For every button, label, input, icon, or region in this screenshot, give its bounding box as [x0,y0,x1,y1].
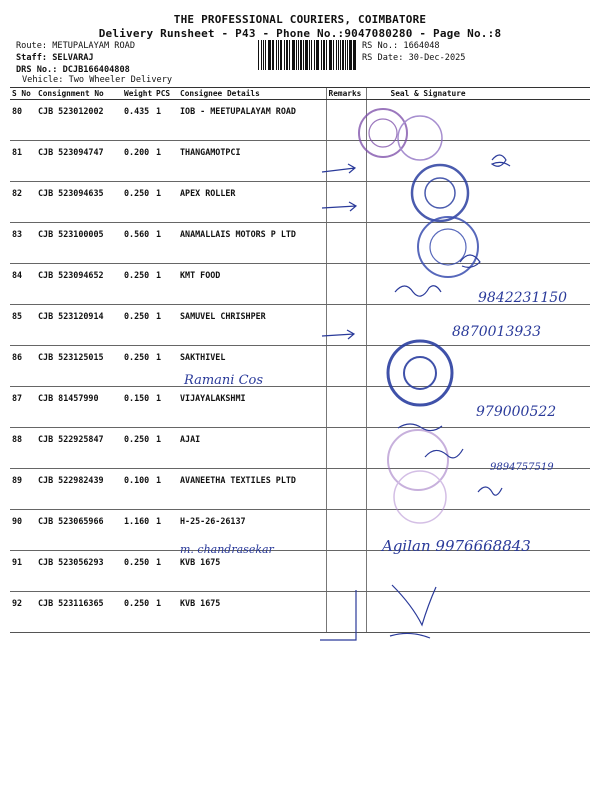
staff-label: Staff: SELVARAJ [16,53,94,63]
barcode-bar [265,40,266,70]
col-header-sno: S No [10,88,36,100]
barcode-bar [330,40,331,70]
barcode-bar [342,40,343,70]
cell-remarks [326,387,366,428]
cell-remarks [326,469,366,510]
cell-sno: 86 [10,346,36,387]
barcode-bar [326,40,327,70]
cell-consignment-no: CJB 523012002 [36,100,122,141]
table-row [10,305,590,346]
barcode-bar [336,40,337,70]
barcode-bar [261,40,262,70]
table-row [10,182,590,223]
barcode-bar [263,40,264,70]
drs-number: DRS No.: DCJB166404808 [16,65,130,75]
cell-remarks [326,264,366,305]
cell-consignee: THANGAMOTPCI [178,141,326,182]
cell-pcs: 1 [154,510,178,551]
cell-consignee: SAKTHIVEL [178,346,326,387]
barcode-bar [280,40,281,70]
cell-sno: 84 [10,264,36,305]
cell-weight: 0.250 [122,264,154,305]
barcode-bar [329,40,330,70]
table-row [10,346,590,387]
cell-seal-signature [366,551,590,592]
cell-consignment-no: CJB 523116365 [36,592,122,633]
cell-consignee: KVB 1675 [178,592,326,633]
cell-seal-signature [366,305,590,346]
table-row [10,141,590,182]
document-title: THE PROFESSIONAL COURIERS, COIMBATORE [173,13,427,26]
cell-sno: 85 [10,305,36,346]
cell-seal-signature [366,100,590,141]
cell-consignment-no: CJB 523094635 [36,182,122,223]
barcode-bar [293,40,294,70]
table-header-row [10,88,590,100]
cell-pcs: 1 [154,141,178,182]
cell-seal-signature [366,592,590,633]
barcode-bar [286,40,288,70]
cell-consignee: KMT FOOD [178,264,326,305]
barcode-bar [317,40,318,70]
barcode-bar [284,40,285,70]
col-header-consignment: Consignment No [36,88,122,100]
cell-seal-signature [366,182,590,223]
cell-seal-signature [366,510,590,551]
cell-sno: 83 [10,223,36,264]
barcode-bar [278,40,279,70]
table-row [10,387,590,428]
col-header-seal: Seal & Signature [366,88,590,100]
cell-pcs: 1 [154,100,178,141]
cell-sno: 87 [10,387,36,428]
cell-seal-signature [366,141,590,182]
table-row [10,100,590,141]
cell-sno: 92 [10,592,36,633]
barcode-bar [323,40,325,70]
phone-handwritten-88: 9894757519 [490,462,554,473]
barcode-bar [354,40,355,70]
barcode-bar [311,40,312,70]
barcode-bar [303,40,304,70]
document-subtitle: Delivery Runsheet - P43 - Phone No.:9047080280 - Page No.:8 [98,27,502,40]
cell-consignee: SAMUVEL CHRISHPER [178,305,326,346]
table-row [10,264,590,305]
cell-seal-signature [366,264,590,305]
cell-consignee: AVANEETHA TEXTILES PLTD [178,469,326,510]
cell-weight: 0.250 [122,428,154,469]
cell-pcs: 1 [154,551,178,592]
cell-consignment-no: CJB 523120914 [36,305,122,346]
phone-handwritten-84: 9842231150 [478,290,568,306]
cell-sno: 90 [10,510,36,551]
cell-pcs: 1 [154,182,178,223]
cell-pcs: 1 [154,305,178,346]
barcode-bar [314,40,315,70]
barcode-bar [289,40,290,70]
col-header-consignee: Consignee Details [178,88,326,100]
cell-consignment-no: CJB 523094747 [36,141,122,182]
barcode-bar [296,40,297,70]
barcode-bar [353,40,354,70]
rs-number: RS No.: 1664048 [362,41,440,51]
cell-remarks [326,551,366,592]
cell-consignee: ANAMALLAIS MOTORS P LTD [178,223,326,264]
cell-seal-signature [366,428,590,469]
cell-remarks [326,223,366,264]
barcode-bar [316,40,317,70]
cell-weight: 0.435 [122,100,154,141]
cell-remarks [326,428,366,469]
barcode-bar [349,40,351,70]
cell-weight: 0.250 [122,551,154,592]
cell-sno: 80 [10,100,36,141]
cell-sno: 91 [10,551,36,592]
cell-consignee: IOB - MEETUPALAYAM ROAD [178,100,326,141]
cell-weight: 0.250 [122,305,154,346]
cell-sno: 81 [10,141,36,182]
cell-seal-signature [366,469,590,510]
table-row [10,551,590,592]
cell-consignment-no: CJB 523056293 [36,551,122,592]
cell-sno: 89 [10,469,36,510]
cell-weight: 0.150 [122,387,154,428]
barcode-bar [272,40,273,70]
barcode-bar [321,40,322,70]
cell-consignee: H-25-26-26137 [178,510,326,551]
col-header-weight: Weight [124,89,153,98]
cell-pcs: 1 [154,346,178,387]
cell-weight: 1.160 [122,510,154,551]
cell-remarks [326,346,366,387]
cell-consignment-no: CJB 522925847 [36,428,122,469]
phone-handwritten-85: 8870013933 [452,324,542,340]
cell-consignee: KVB 1675 [178,551,326,592]
cell-consignment-no: CJB 81457990 [36,387,122,428]
barcode-bar [305,40,307,70]
barcode-bar [258,40,259,70]
barcode-bar [340,40,341,70]
barcode-bar [276,40,277,70]
barcode-bar [333,40,334,70]
cell-pcs: 1 [154,264,178,305]
cell-pcs: 1 [154,223,178,264]
col-header-pcs: PCS [154,88,178,100]
col-header-remarks: Remarks [326,88,366,100]
barcode-bar [345,40,346,70]
cell-seal-signature [366,223,590,264]
cell-weight: 0.100 [122,469,154,510]
barcode-bar [300,40,301,70]
cell-weight: 0.200 [122,141,154,182]
cell-weight: 0.250 [122,182,154,223]
cell-consignee: VIJAYALAKSHMI [178,387,326,428]
cell-remarks [326,305,366,346]
table-row [10,469,590,510]
cell-remarks [326,182,366,223]
cell-sno: 88 [10,428,36,469]
cell-remarks [326,510,366,551]
sign-handwritten-90: Agilan 9976668843 [382,537,531,555]
cell-consignment-no: CJB 522982439 [36,469,122,510]
rs-date: RS Date: 30-Dec-2025 [362,53,466,63]
cell-consignment-no: CJB 523094652 [36,264,122,305]
cell-pcs: 1 [154,469,178,510]
phone-handwritten-87: 979000522 [476,404,557,420]
table-row [10,223,590,264]
name-handwritten-86: Ramani Cos [184,373,264,388]
vehicle-label: Vehicle: Two Wheeler Delivery [22,75,173,85]
barcode-bar [338,40,339,70]
table-row [10,510,590,551]
runsheet-table [10,87,590,633]
name-handwritten-90: m. chandrasekar [180,543,274,556]
cell-consignment-no: CJB 523125015 [36,346,122,387]
cell-consignment-no: CJB 523065966 [36,510,122,551]
cell-weight: 0.560 [122,223,154,264]
cell-sno: 82 [10,182,36,223]
barcode-bar [268,40,270,70]
cell-seal-signature [366,387,590,428]
cell-remarks [326,100,366,141]
cell-consignee: AJAI [178,428,326,469]
barcode-bar [298,40,299,70]
barcode-bar [309,40,310,70]
cell-pcs: 1 [154,387,178,428]
barcode [258,40,358,70]
cell-weight: 0.250 [122,592,154,633]
cell-consignee: APEX ROLLER [178,182,326,223]
route-label: Route: METUPALAYAM ROAD [16,41,135,51]
cell-consignment-no: CJB 523100005 [36,223,122,264]
cell-remarks [326,141,366,182]
cell-seal-signature [366,346,590,387]
barcode-bar [347,40,348,70]
table-row [10,428,590,469]
cell-remarks [326,592,366,633]
barcode-bar [273,40,274,70]
cell-pcs: 1 [154,428,178,469]
cell-pcs: 1 [154,592,178,633]
cell-weight: 0.250 [122,346,154,387]
barcode-bar [292,40,293,70]
table-row [10,592,590,633]
